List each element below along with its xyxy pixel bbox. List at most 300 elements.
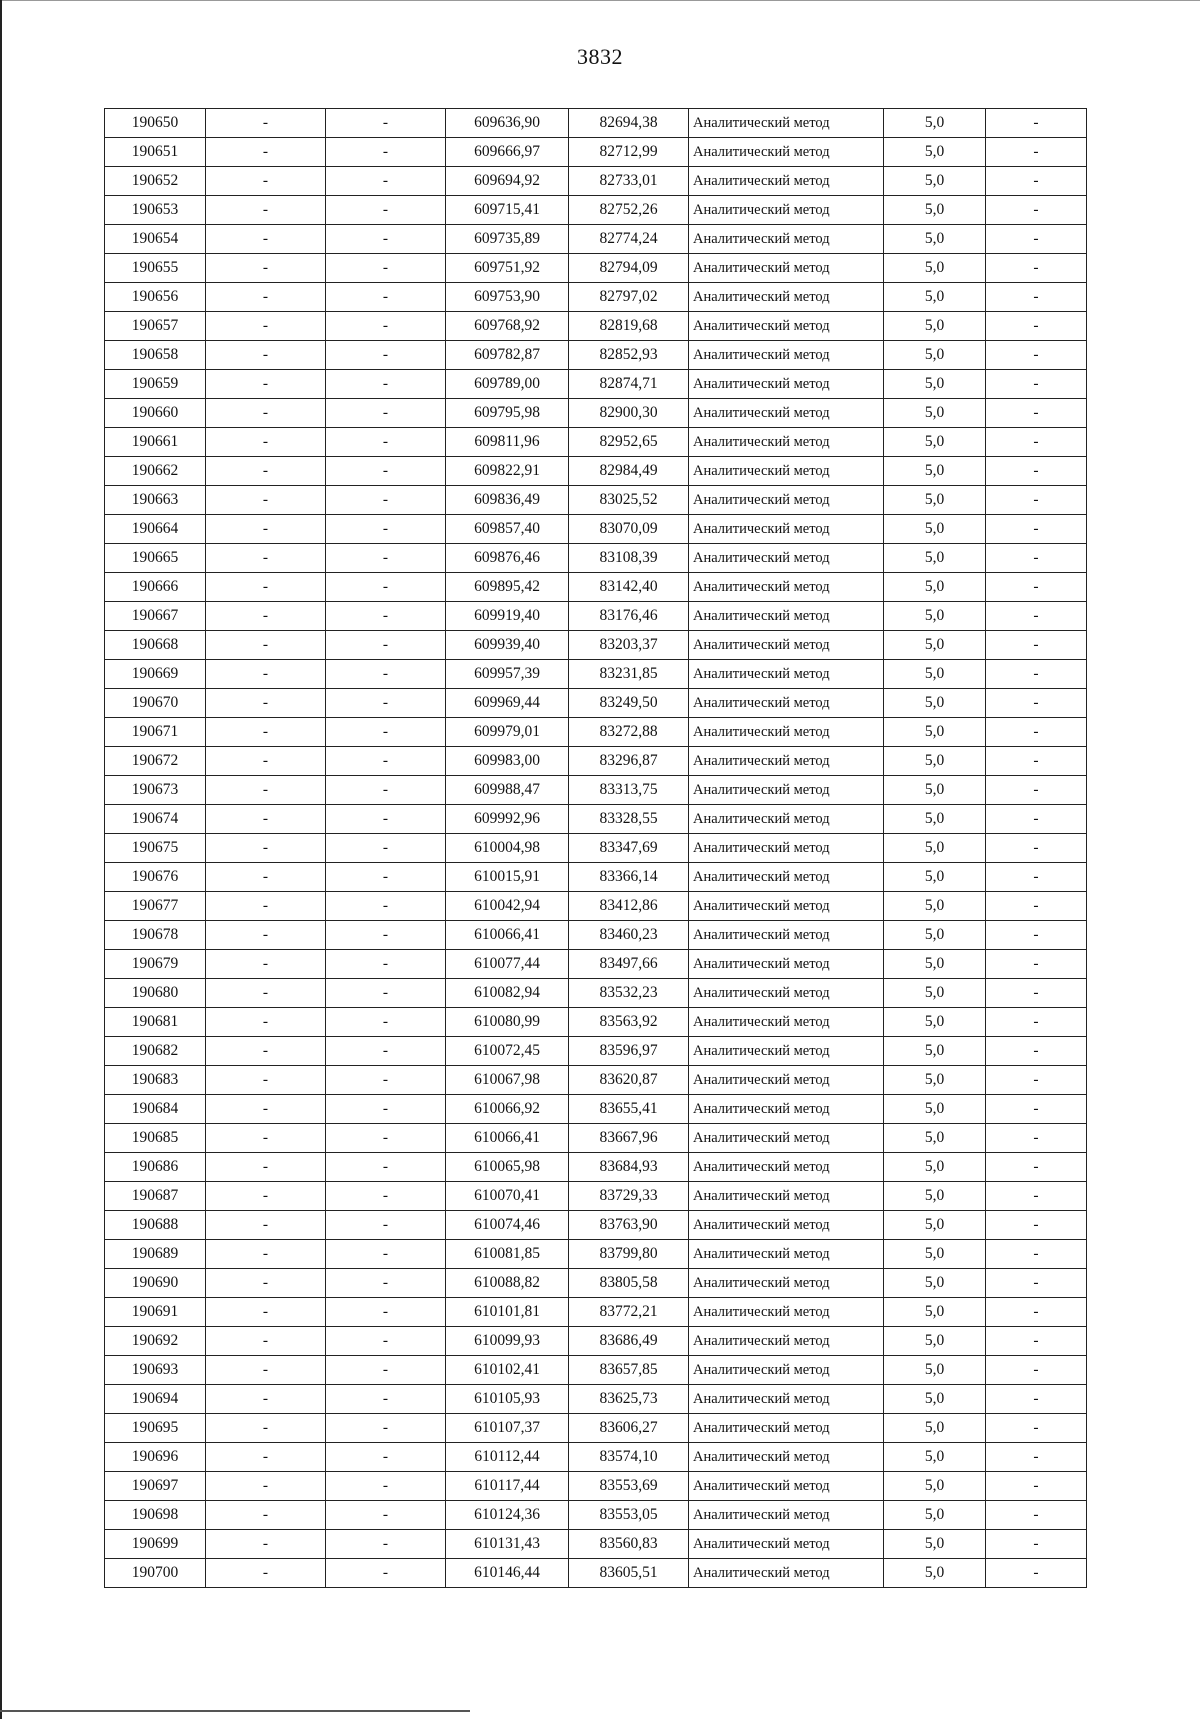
y-coordinate-cell: 83366,14: [569, 863, 689, 892]
description-cell: -: [986, 805, 1087, 834]
point-number-cell: 190687: [105, 1182, 206, 1211]
accuracy-cell: 5,0: [884, 544, 986, 573]
point-number-cell: 190650: [105, 109, 206, 138]
description-cell: -: [986, 689, 1087, 718]
blank-cell-a: -: [206, 1356, 326, 1385]
accuracy-cell: 5,0: [884, 1472, 986, 1501]
y-coordinate-cell: 83108,39: [569, 544, 689, 573]
method-cell: Аналитический метод: [689, 486, 884, 515]
x-coordinate-cell: 610077,44: [446, 950, 569, 979]
y-coordinate-cell: 83328,55: [569, 805, 689, 834]
accuracy-cell: 5,0: [884, 1211, 986, 1240]
accuracy-cell: 5,0: [884, 689, 986, 718]
y-coordinate-cell: 83574,10: [569, 1443, 689, 1472]
blank-cell-b: -: [326, 573, 446, 602]
table-row: [105, 167, 1087, 196]
blank-cell-b: -: [326, 196, 446, 225]
y-coordinate-cell: 83296,87: [569, 747, 689, 776]
description-cell: -: [986, 776, 1087, 805]
x-coordinate-cell: 609895,42: [446, 573, 569, 602]
blank-cell-a: -: [206, 892, 326, 921]
blank-cell-a: -: [206, 921, 326, 950]
table-row: [105, 254, 1087, 283]
point-number-cell: 190672: [105, 747, 206, 776]
x-coordinate-cell: 609751,92: [446, 254, 569, 283]
x-coordinate-cell: 609666,97: [446, 138, 569, 167]
blank-cell-a: -: [206, 283, 326, 312]
x-coordinate-cell: 609876,46: [446, 544, 569, 573]
x-coordinate-cell: 609857,40: [446, 515, 569, 544]
accuracy-cell: 5,0: [884, 1095, 986, 1124]
blank-cell-a: -: [206, 1472, 326, 1501]
y-coordinate-cell: 82900,30: [569, 399, 689, 428]
method-cell: Аналитический метод: [689, 1530, 884, 1559]
point-number-cell: 190663: [105, 486, 206, 515]
y-coordinate-cell: 83763,90: [569, 1211, 689, 1240]
table-row: [105, 776, 1087, 805]
table-row: [105, 892, 1087, 921]
method-cell: Аналитический метод: [689, 950, 884, 979]
accuracy-cell: 5,0: [884, 921, 986, 950]
point-number-cell: 190673: [105, 776, 206, 805]
blank-cell-a: -: [206, 1211, 326, 1240]
point-number-cell: 190664: [105, 515, 206, 544]
method-cell: Аналитический метод: [689, 341, 884, 370]
blank-cell-a: -: [206, 225, 326, 254]
y-coordinate-cell: 83684,93: [569, 1153, 689, 1182]
x-coordinate-cell: 610067,98: [446, 1066, 569, 1095]
table-row: [105, 312, 1087, 341]
blank-cell-b: -: [326, 109, 446, 138]
x-coordinate-cell: 610004,98: [446, 834, 569, 863]
description-cell: -: [986, 109, 1087, 138]
blank-cell-a: -: [206, 1008, 326, 1037]
y-coordinate-cell: 83497,66: [569, 950, 689, 979]
table-row: [105, 1211, 1087, 1240]
blank-cell-a: -: [206, 747, 326, 776]
point-number-cell: 190697: [105, 1472, 206, 1501]
method-cell: Аналитический метод: [689, 1327, 884, 1356]
x-coordinate-cell: 609694,92: [446, 167, 569, 196]
description-cell: -: [986, 138, 1087, 167]
blank-cell-b: -: [326, 602, 446, 631]
blank-cell-b: -: [326, 1472, 446, 1501]
x-coordinate-cell: 609789,00: [446, 370, 569, 399]
method-cell: Аналитический метод: [689, 689, 884, 718]
point-number-cell: 190685: [105, 1124, 206, 1153]
description-cell: -: [986, 225, 1087, 254]
table-row: [105, 805, 1087, 834]
x-coordinate-cell: 609735,89: [446, 225, 569, 254]
y-coordinate-cell: 83313,75: [569, 776, 689, 805]
blank-cell-a: -: [206, 1182, 326, 1211]
x-coordinate-cell: 610074,46: [446, 1211, 569, 1240]
method-cell: Аналитический метод: [689, 1211, 884, 1240]
blank-cell-a: -: [206, 1385, 326, 1414]
point-number-cell: 190671: [105, 718, 206, 747]
x-coordinate-cell: 610070,41: [446, 1182, 569, 1211]
point-number-cell: 190686: [105, 1153, 206, 1182]
table-row: [105, 1298, 1087, 1327]
method-cell: Аналитический метод: [689, 1095, 884, 1124]
y-coordinate-cell: 83667,96: [569, 1124, 689, 1153]
accuracy-cell: 5,0: [884, 1385, 986, 1414]
table-row: [105, 950, 1087, 979]
x-coordinate-cell: 610131,43: [446, 1530, 569, 1559]
description-cell: -: [986, 892, 1087, 921]
description-cell: -: [986, 1124, 1087, 1153]
blank-cell-a: -: [206, 428, 326, 457]
accuracy-cell: 5,0: [884, 602, 986, 631]
point-number-cell: 190674: [105, 805, 206, 834]
x-coordinate-cell: 609636,90: [446, 109, 569, 138]
method-cell: Аналитический метод: [689, 399, 884, 428]
accuracy-cell: 5,0: [884, 834, 986, 863]
y-coordinate-cell: 83657,85: [569, 1356, 689, 1385]
description-cell: -: [986, 1066, 1087, 1095]
table-row: [105, 689, 1087, 718]
description-cell: -: [986, 747, 1087, 776]
blank-cell-b: -: [326, 1269, 446, 1298]
accuracy-cell: 5,0: [884, 1037, 986, 1066]
y-coordinate-cell: 83460,23: [569, 921, 689, 950]
blank-cell-b: -: [326, 1240, 446, 1269]
table-row: [105, 718, 1087, 747]
y-coordinate-cell: 83025,52: [569, 486, 689, 515]
blank-cell-a: -: [206, 138, 326, 167]
y-coordinate-cell: 82712,99: [569, 138, 689, 167]
accuracy-cell: 5,0: [884, 1501, 986, 1530]
table-row: [105, 341, 1087, 370]
blank-cell-b: -: [326, 776, 446, 805]
table-row: [105, 834, 1087, 863]
y-coordinate-cell: 83620,87: [569, 1066, 689, 1095]
table-row: [105, 138, 1087, 167]
accuracy-cell: 5,0: [884, 486, 986, 515]
point-number-cell: 190684: [105, 1095, 206, 1124]
blank-cell-b: -: [326, 399, 446, 428]
accuracy-cell: 5,0: [884, 573, 986, 602]
blank-cell-b: -: [326, 341, 446, 370]
description-cell: -: [986, 1153, 1087, 1182]
y-coordinate-cell: 83655,41: [569, 1095, 689, 1124]
point-number-cell: 190659: [105, 370, 206, 399]
x-coordinate-cell: 610081,85: [446, 1240, 569, 1269]
point-number-cell: 190698: [105, 1501, 206, 1530]
method-cell: Аналитический метод: [689, 776, 884, 805]
method-cell: Аналитический метод: [689, 457, 884, 486]
table-row: [105, 602, 1087, 631]
point-number-cell: 190652: [105, 167, 206, 196]
point-number-cell: 190695: [105, 1414, 206, 1443]
table-row: [105, 486, 1087, 515]
x-coordinate-cell: 610082,94: [446, 979, 569, 1008]
blank-cell-b: -: [326, 1356, 446, 1385]
blank-cell-a: -: [206, 1443, 326, 1472]
accuracy-cell: 5,0: [884, 863, 986, 892]
description-cell: -: [986, 428, 1087, 457]
y-coordinate-cell: 83772,21: [569, 1298, 689, 1327]
accuracy-cell: 5,0: [884, 1327, 986, 1356]
description-cell: -: [986, 1211, 1087, 1240]
blank-cell-a: -: [206, 1269, 326, 1298]
x-coordinate-cell: 610124,36: [446, 1501, 569, 1530]
description-cell: -: [986, 1037, 1087, 1066]
description-cell: -: [986, 312, 1087, 341]
method-cell: Аналитический метод: [689, 1008, 884, 1037]
y-coordinate-cell: 83070,09: [569, 515, 689, 544]
description-cell: -: [986, 370, 1087, 399]
blank-cell-a: -: [206, 1095, 326, 1124]
accuracy-cell: 5,0: [884, 428, 986, 457]
table-row: [105, 1501, 1087, 1530]
y-coordinate-cell: 82984,49: [569, 457, 689, 486]
point-number-cell: 190700: [105, 1559, 206, 1588]
blank-cell-b: -: [326, 950, 446, 979]
description-cell: -: [986, 1385, 1087, 1414]
blank-cell-b: -: [326, 1385, 446, 1414]
y-coordinate-cell: 83625,73: [569, 1385, 689, 1414]
point-number-cell: 190675: [105, 834, 206, 863]
blank-cell-b: -: [326, 631, 446, 660]
blank-cell-a: -: [206, 399, 326, 428]
description-cell: -: [986, 486, 1087, 515]
x-coordinate-cell: 610099,93: [446, 1327, 569, 1356]
description-cell: -: [986, 457, 1087, 486]
x-coordinate-cell: 610146,44: [446, 1559, 569, 1588]
y-coordinate-cell: 82794,09: [569, 254, 689, 283]
blank-cell-a: -: [206, 1298, 326, 1327]
blank-cell-b: -: [326, 1443, 446, 1472]
table-row: [105, 863, 1087, 892]
description-cell: -: [986, 1472, 1087, 1501]
blank-cell-a: -: [206, 1501, 326, 1530]
method-cell: Аналитический метод: [689, 718, 884, 747]
table-row: [105, 283, 1087, 312]
blank-cell-b: -: [326, 689, 446, 718]
blank-cell-b: -: [326, 1559, 446, 1588]
table-row: [105, 1182, 1087, 1211]
point-number-cell: 190693: [105, 1356, 206, 1385]
table-row: [105, 1356, 1087, 1385]
method-cell: Аналитический метод: [689, 834, 884, 863]
method-cell: Аналитический метод: [689, 1037, 884, 1066]
accuracy-cell: 5,0: [884, 660, 986, 689]
blank-cell-a: -: [206, 1559, 326, 1588]
description-cell: -: [986, 1530, 1087, 1559]
method-cell: Аналитический метод: [689, 921, 884, 950]
y-coordinate-cell: 82733,01: [569, 167, 689, 196]
description-cell: -: [986, 1559, 1087, 1588]
point-number-cell: 190661: [105, 428, 206, 457]
method-cell: Аналитический метод: [689, 573, 884, 602]
page-bottom-edge: [0, 1710, 470, 1712]
accuracy-cell: 5,0: [884, 718, 986, 747]
accuracy-cell: 5,0: [884, 196, 986, 225]
accuracy-cell: 5,0: [884, 399, 986, 428]
x-coordinate-cell: 609811,96: [446, 428, 569, 457]
point-number-cell: 190678: [105, 921, 206, 950]
accuracy-cell: 5,0: [884, 515, 986, 544]
point-number-cell: 190691: [105, 1298, 206, 1327]
x-coordinate-cell: 610107,37: [446, 1414, 569, 1443]
y-coordinate-cell: 83532,23: [569, 979, 689, 1008]
x-coordinate-cell: 610112,44: [446, 1443, 569, 1472]
table-row: [105, 1559, 1087, 1588]
method-cell: Аналитический метод: [689, 1124, 884, 1153]
table-row: [105, 747, 1087, 776]
description-cell: -: [986, 341, 1087, 370]
blank-cell-b: -: [326, 1037, 446, 1066]
table-row: [105, 1240, 1087, 1269]
blank-cell-b: -: [326, 747, 446, 776]
y-coordinate-cell: 82752,26: [569, 196, 689, 225]
table-row: [105, 1269, 1087, 1298]
accuracy-cell: 5,0: [884, 283, 986, 312]
method-cell: Аналитический метод: [689, 660, 884, 689]
point-number-cell: 190696: [105, 1443, 206, 1472]
accuracy-cell: 5,0: [884, 370, 986, 399]
page-number: 3832: [577, 44, 623, 69]
method-cell: Аналитический метод: [689, 979, 884, 1008]
point-number-cell: 190668: [105, 631, 206, 660]
point-number-cell: 190670: [105, 689, 206, 718]
x-coordinate-cell: 609768,92: [446, 312, 569, 341]
accuracy-cell: 5,0: [884, 341, 986, 370]
blank-cell-a: -: [206, 1066, 326, 1095]
table-row: [105, 660, 1087, 689]
description-cell: -: [986, 979, 1087, 1008]
blank-cell-b: -: [326, 283, 446, 312]
point-number-cell: 190669: [105, 660, 206, 689]
y-coordinate-cell: 83605,51: [569, 1559, 689, 1588]
accuracy-cell: 5,0: [884, 631, 986, 660]
x-coordinate-cell: 610066,92: [446, 1095, 569, 1124]
blank-cell-b: -: [326, 428, 446, 457]
description-cell: -: [986, 863, 1087, 892]
accuracy-cell: 5,0: [884, 950, 986, 979]
table-row: [105, 1066, 1087, 1095]
blank-cell-a: -: [206, 196, 326, 225]
y-coordinate-cell: 83563,92: [569, 1008, 689, 1037]
x-coordinate-cell: 610101,81: [446, 1298, 569, 1327]
blank-cell-a: -: [206, 979, 326, 1008]
blank-cell-a: -: [206, 834, 326, 863]
y-coordinate-cell: 83412,86: [569, 892, 689, 921]
x-coordinate-cell: 610065,98: [446, 1153, 569, 1182]
x-coordinate-cell: 609992,96: [446, 805, 569, 834]
method-cell: Аналитический метод: [689, 515, 884, 544]
blank-cell-b: -: [326, 1066, 446, 1095]
method-cell: Аналитический метод: [689, 312, 884, 341]
x-coordinate-cell: 610105,93: [446, 1385, 569, 1414]
blank-cell-a: -: [206, 776, 326, 805]
y-coordinate-cell: 82874,71: [569, 370, 689, 399]
y-coordinate-cell: 83805,58: [569, 1269, 689, 1298]
point-number-cell: 190694: [105, 1385, 206, 1414]
point-number-cell: 190676: [105, 863, 206, 892]
description-cell: -: [986, 1443, 1087, 1472]
y-coordinate-cell: 83560,83: [569, 1530, 689, 1559]
point-number-cell: 190679: [105, 950, 206, 979]
blank-cell-b: -: [326, 863, 446, 892]
blank-cell-b: -: [326, 805, 446, 834]
x-coordinate-cell: 610066,41: [446, 921, 569, 950]
blank-cell-a: -: [206, 689, 326, 718]
accuracy-cell: 5,0: [884, 1124, 986, 1153]
y-coordinate-cell: 82797,02: [569, 283, 689, 312]
x-coordinate-cell: 609979,01: [446, 718, 569, 747]
point-number-cell: 190656: [105, 283, 206, 312]
accuracy-cell: 5,0: [884, 1443, 986, 1472]
method-cell: Аналитический метод: [689, 1182, 884, 1211]
description-cell: -: [986, 1356, 1087, 1385]
x-coordinate-cell: 610066,41: [446, 1124, 569, 1153]
table-row: [105, 1124, 1087, 1153]
description-cell: -: [986, 631, 1087, 660]
y-coordinate-cell: 82952,65: [569, 428, 689, 457]
description-cell: -: [986, 1095, 1087, 1124]
blank-cell-a: -: [206, 1414, 326, 1443]
accuracy-cell: 5,0: [884, 1182, 986, 1211]
method-cell: Аналитический метод: [689, 631, 884, 660]
description-cell: -: [986, 1182, 1087, 1211]
table-row: [105, 921, 1087, 950]
accuracy-cell: 5,0: [884, 1240, 986, 1269]
y-coordinate-cell: 83606,27: [569, 1414, 689, 1443]
accuracy-cell: 5,0: [884, 1153, 986, 1182]
x-coordinate-cell: 610015,91: [446, 863, 569, 892]
blank-cell-b: -: [326, 225, 446, 254]
y-coordinate-cell: 83142,40: [569, 573, 689, 602]
y-coordinate-cell: 83799,80: [569, 1240, 689, 1269]
description-cell: -: [986, 1501, 1087, 1530]
description-cell: -: [986, 1414, 1087, 1443]
blank-cell-a: -: [206, 602, 326, 631]
accuracy-cell: 5,0: [884, 254, 986, 283]
method-cell: Аналитический метод: [689, 196, 884, 225]
table-row: [105, 1385, 1087, 1414]
blank-cell-a: -: [206, 573, 326, 602]
y-coordinate-cell: 83596,97: [569, 1037, 689, 1066]
point-number-cell: 190665: [105, 544, 206, 573]
method-cell: Аналитический метод: [689, 1385, 884, 1414]
method-cell: Аналитический метод: [689, 1298, 884, 1327]
description-cell: -: [986, 196, 1087, 225]
description-cell: -: [986, 573, 1087, 602]
x-coordinate-cell: 609988,47: [446, 776, 569, 805]
blank-cell-a: -: [206, 631, 326, 660]
blank-cell-a: -: [206, 370, 326, 399]
blank-cell-a: -: [206, 109, 326, 138]
table-row: [105, 1327, 1087, 1356]
y-coordinate-cell: 83231,85: [569, 660, 689, 689]
description-cell: -: [986, 921, 1087, 950]
blank-cell-a: -: [206, 1240, 326, 1269]
blank-cell-b: -: [326, 486, 446, 515]
point-number-cell: 190683: [105, 1066, 206, 1095]
accuracy-cell: 5,0: [884, 312, 986, 341]
blank-cell-b: -: [326, 254, 446, 283]
point-number-cell: 190653: [105, 196, 206, 225]
method-cell: Аналитический метод: [689, 1414, 884, 1443]
blank-cell-b: -: [326, 1501, 446, 1530]
blank-cell-b: -: [326, 312, 446, 341]
description-cell: -: [986, 167, 1087, 196]
blank-cell-b: -: [326, 892, 446, 921]
accuracy-cell: 5,0: [884, 457, 986, 486]
coordinates-table-body: [105, 109, 1087, 1588]
